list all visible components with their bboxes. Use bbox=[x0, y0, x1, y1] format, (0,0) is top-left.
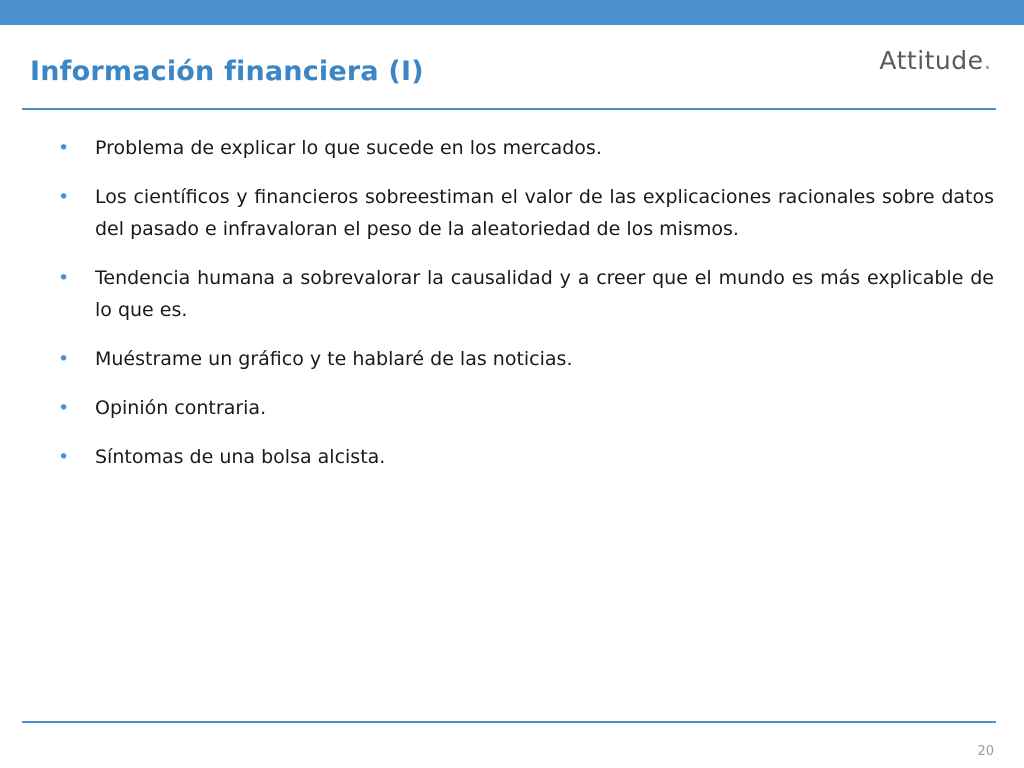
top-accent-bar bbox=[0, 0, 1024, 25]
list-item bbox=[58, 343, 994, 375]
bullet-icon: • bbox=[58, 186, 70, 208]
list-item bbox=[58, 181, 994, 245]
bullet-text: Opinión contraria. bbox=[95, 397, 267, 419]
header-divider bbox=[22, 108, 996, 110]
logo-text: Attitude bbox=[879, 46, 984, 75]
list-item bbox=[58, 132, 994, 164]
bullet-icon: • bbox=[58, 397, 70, 419]
bullet-icon: • bbox=[58, 137, 70, 159]
bullet-icon: • bbox=[58, 446, 70, 468]
list-item bbox=[58, 392, 994, 424]
bullet-icon: • bbox=[58, 348, 70, 370]
bullet-text: Muéstrame un gráfico y te hablaré de las noticias. bbox=[95, 348, 573, 370]
footer-divider bbox=[22, 721, 996, 723]
bullet-icon: • bbox=[58, 267, 70, 289]
list-item bbox=[58, 441, 994, 473]
page-number: 20 bbox=[977, 744, 994, 759]
list-item bbox=[58, 262, 994, 326]
bullet-text: Síntomas de una bolsa alcista. bbox=[95, 446, 386, 468]
slide-title: Información financiera (I) bbox=[30, 56, 424, 87]
bullet-text: Problema de explicar lo que sucede en los mercados. bbox=[95, 137, 602, 159]
logo-dot: . bbox=[983, 46, 992, 75]
bullet-text: Los científicos y financieros sobreestiman el valor de las explicaciones racionales sobre datos del pasado e infravaloran el peso de la aleatoriedad de los mismos. bbox=[95, 186, 994, 240]
bullet-text: Tendencia humana a sobrevalorar la causalidad y a creer que el mundo es más explicable de lo que es. bbox=[95, 267, 994, 321]
bullet-list bbox=[58, 132, 994, 490]
attitude-logo bbox=[879, 46, 992, 75]
